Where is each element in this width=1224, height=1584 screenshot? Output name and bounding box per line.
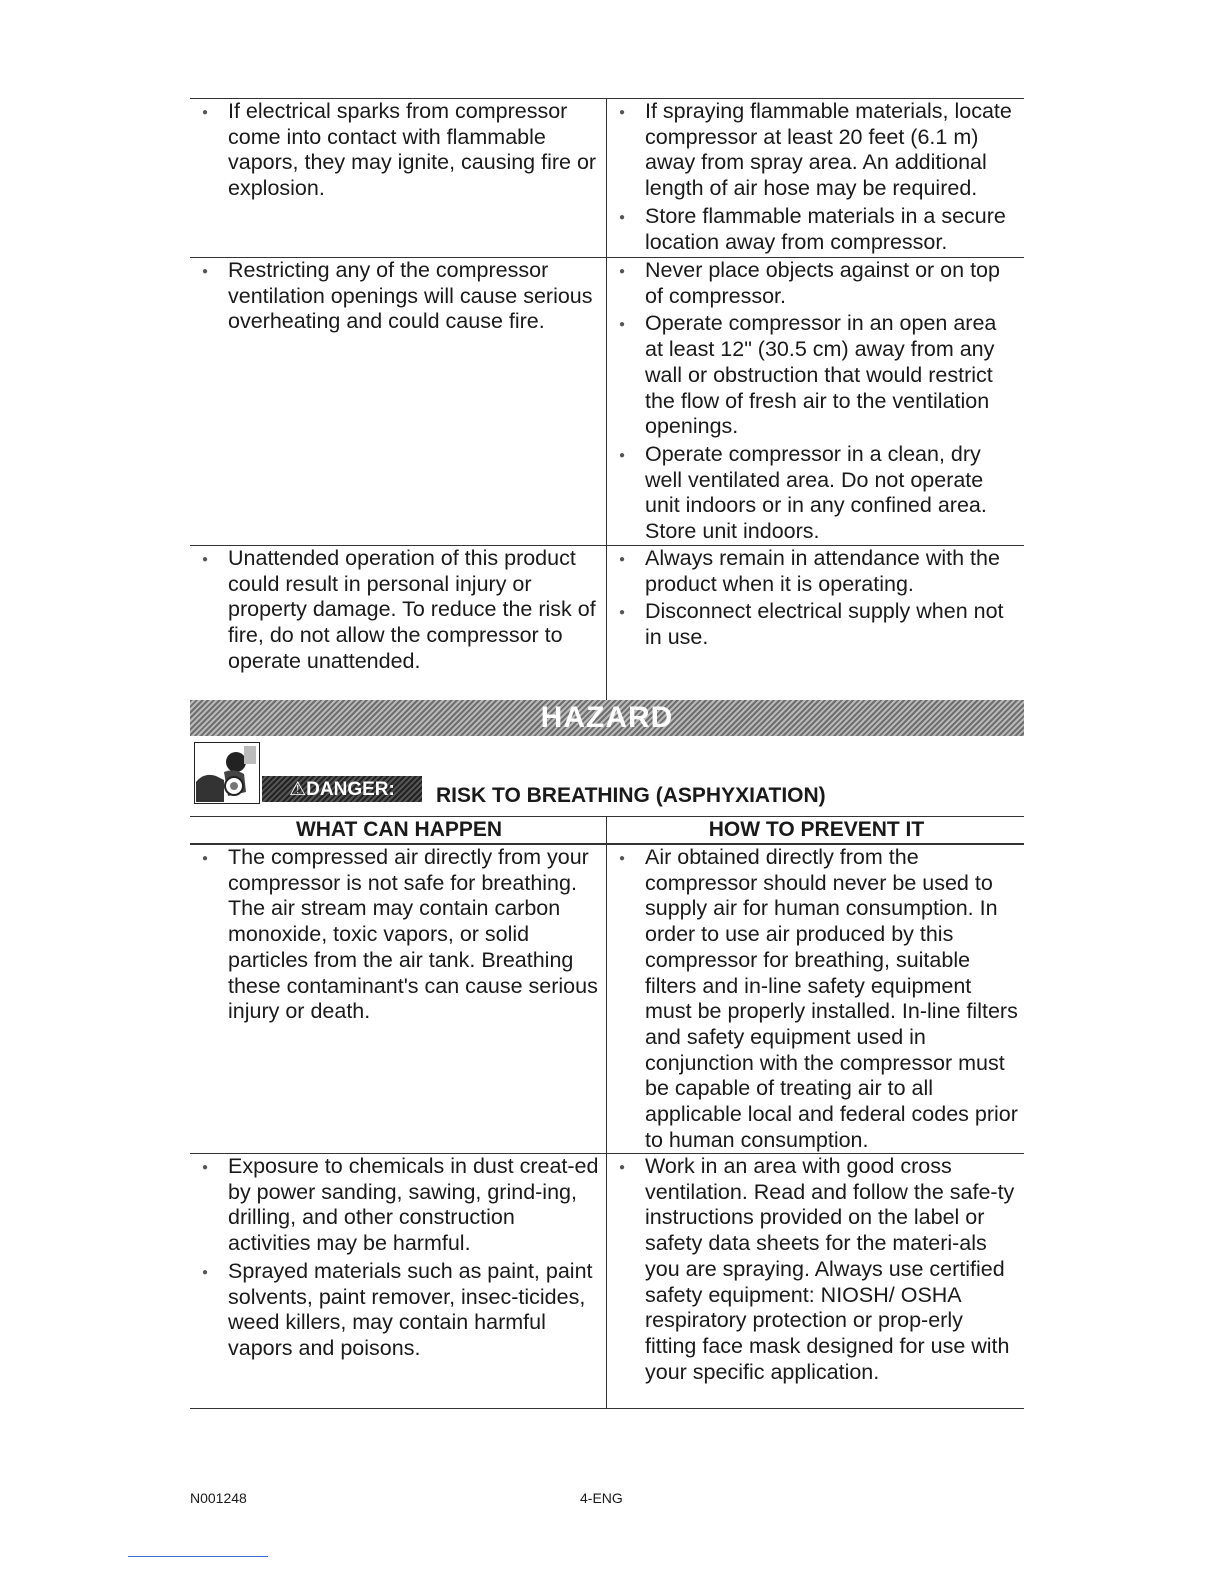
list-item: ● Always remain in attendance with the product when it is operating. xyxy=(615,546,1018,597)
hazard-cell xyxy=(190,845,607,1153)
header-how-to-prevent: HOW TO PREVENT IT xyxy=(708,818,925,841)
footer-page: 4-ENG xyxy=(580,1490,623,1506)
header-what-can-happen: WHAT CAN HAPPEN xyxy=(190,817,607,843)
prevention-cell xyxy=(607,546,1024,700)
bullet-list xyxy=(198,99,600,202)
hazard-cell xyxy=(190,1154,607,1408)
respirator-pictogram-icon xyxy=(194,742,260,804)
list-item: ● Never place objects against or on top of compressor. xyxy=(615,258,1018,309)
bottom-rows xyxy=(190,844,1024,1408)
danger-title: RISK TO BREATHING (ASPHYXIATION) xyxy=(436,784,826,807)
hazard-cell xyxy=(190,99,607,257)
hazard-banner xyxy=(190,700,1024,736)
list-item: ● Operate compressor in a clean, dry well ventilated area. Do not operate unit indoors or in any confined area. Store unit indoors. xyxy=(615,442,1018,545)
list-item: ● Store flammable materials in a secure location away from compressor. xyxy=(615,204,1018,255)
bullet-list xyxy=(615,546,1018,651)
prevention-cell xyxy=(607,1154,1024,1408)
prevention-cell xyxy=(607,258,1024,545)
bullet-list xyxy=(198,845,600,1025)
prevention-cell xyxy=(607,845,1024,1153)
list-item: ● The compressed air directly from your compressor is not safe for breathing. The air stream may contain carbon monoxide, toxic vapors, or solid particles from the air tank. Breathing these contaminant's can cause serious injury or death. xyxy=(198,845,600,1025)
list-item: ● Disconnect electrical supply when not in use. xyxy=(615,599,1018,650)
list-item: ● Exposure to chemicals in dust creat-ed by power sanding, sawing, grind-ing, drilling, and other construction activities may be harmful. xyxy=(198,1154,600,1257)
list-item: ● Restricting any of the compressor ventilation openings will cause serious overheating and could cause fire. xyxy=(198,258,600,335)
bullet-list xyxy=(198,258,600,335)
bullet-list xyxy=(615,258,1018,545)
bullet-list xyxy=(198,1154,600,1362)
bullet-list xyxy=(615,845,1018,1153)
hazard-cell xyxy=(190,258,607,545)
prevention-cell xyxy=(607,99,1024,257)
bullet-list xyxy=(198,546,600,675)
danger-label: ⚠DANGER: xyxy=(289,778,395,800)
bullet-list xyxy=(615,1154,1018,1385)
bottom-rule xyxy=(190,1408,1024,1409)
table-row xyxy=(190,1153,1024,1408)
list-item: ● Operate compressor in an open area at least 12" (30.5 cm) away from any wall or obstruction that would restrict the flow of fresh air to the ventilation openings. xyxy=(615,311,1018,440)
hazard-label: HAZARD xyxy=(540,701,674,734)
link-underline xyxy=(128,1556,268,1557)
danger-heading xyxy=(190,736,1024,816)
column-headers xyxy=(190,816,1024,844)
bullet-list xyxy=(615,99,1018,255)
table-row xyxy=(190,257,1024,545)
list-item: ● Unattended operation of this product could result in personal injury or property damage. To reduce the risk of fire, do not allow the compressor to operate unattended. xyxy=(198,546,600,675)
list-item: ● If electrical sparks from compressor come into contact with flammable vapors, they may ignite, causing fire or explosion. xyxy=(198,99,600,202)
footer-code: N001248 xyxy=(190,1490,247,1506)
table-row xyxy=(190,844,1024,1153)
hazard-cell xyxy=(190,546,607,700)
list-item: ● Work in an area with good cross ventilation. Read and follow the safe-ty instructions provided on the label or safety data sheets for the materi-als you are spraying. Always use certified safety equipment: NIOSH/ OSHA respiratory protection or prop-erly fitting face mask designed for use with your specific application. xyxy=(615,1154,1018,1385)
list-item: ● If spraying flammable materials, locate compressor at least 20 feet (6.1 m) away from spray area. An additional length of air hose may be required. xyxy=(615,99,1018,202)
table-row xyxy=(190,545,1024,700)
list-item: ● Sprayed materials such as paint, paint solvents, paint remover, insec-ticides, weed killers, may contain harmful vapors and poisons. xyxy=(198,1259,600,1362)
top-rows xyxy=(190,98,1024,700)
list-item: ● Air obtained directly from the compressor should never be used to supply air for human consumption. In order to use air produced by this compressor for breathing, suitable filters and in-line safety equipment must be properly installed. In-line filters and safety equipment used in conjunction with the compressor must be capable of treating air to all applicable local and federal codes prior to human consumption. xyxy=(615,845,1018,1153)
safety-table xyxy=(190,98,1024,1409)
table-row xyxy=(190,98,1024,257)
danger-badge xyxy=(262,776,422,802)
